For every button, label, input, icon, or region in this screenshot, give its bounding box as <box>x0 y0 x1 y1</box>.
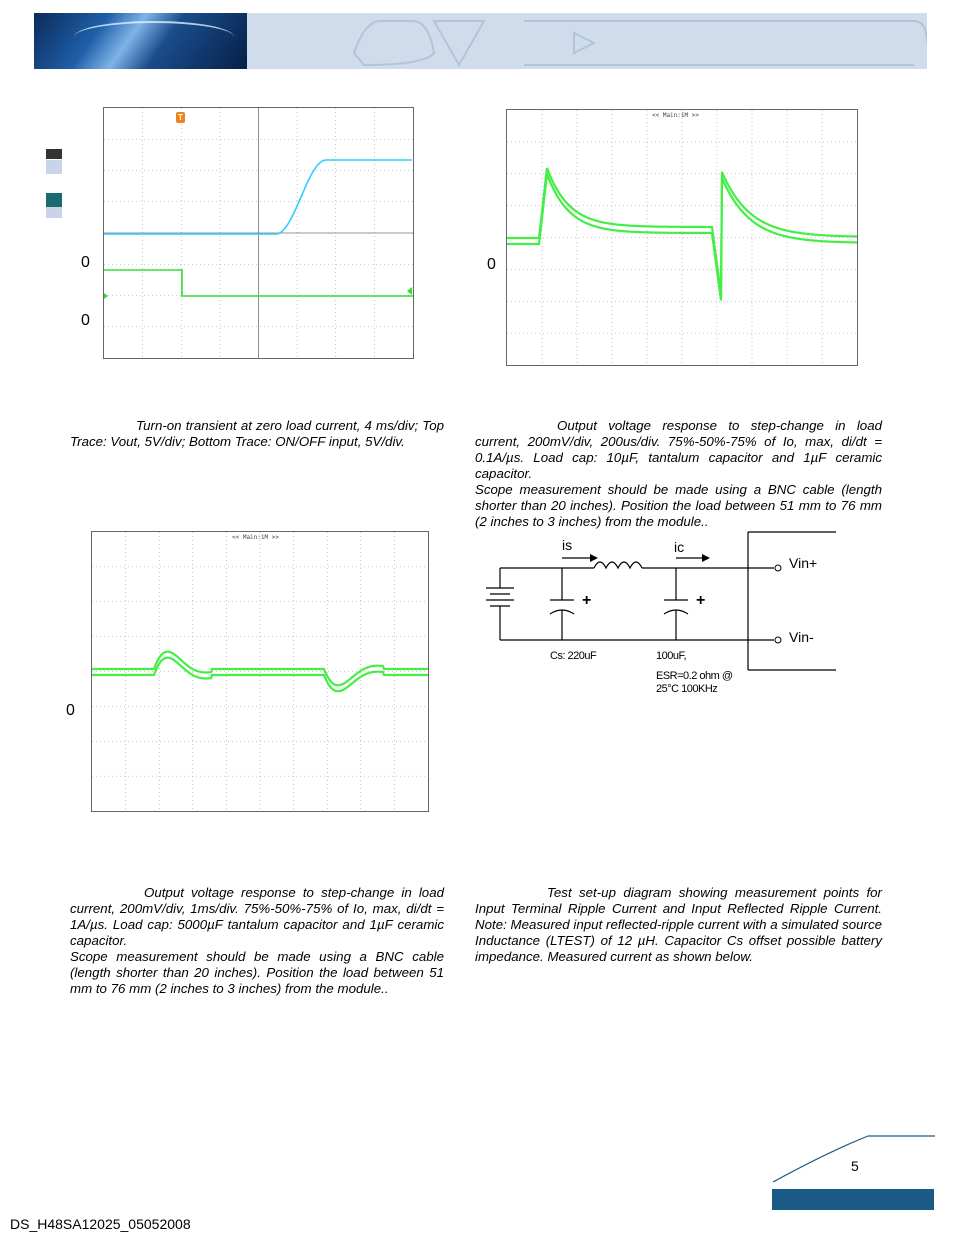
legend-swatch-ch1 <box>46 149 62 159</box>
label-temp: 25°C 100KHz <box>656 683 718 695</box>
caption-step-200us <box>475 418 882 530</box>
caption-turn-on-text: Turn-on transient at zero load current, 4 ms/div; Top Trace: Vout, 5V/div; Bottom Trace: ON/OFF input, 5V/div. <box>70 418 444 449</box>
label-plus-c2: + <box>696 592 706 609</box>
scope-plot-bl <box>92 532 428 811</box>
trigger-marker-label: T <box>178 113 183 122</box>
scope-turn-on <box>103 107 414 359</box>
zero-label-top: 0 <box>81 254 90 271</box>
legend-swatch-ch2 <box>46 193 62 207</box>
scope-grid <box>507 110 857 365</box>
header-banner <box>34 13 927 69</box>
trace-vout-lower <box>92 658 428 692</box>
label-esr: ESR=0.2 ohm @ <box>656 670 733 682</box>
caption-step-1ms-text: Output voltage response to step-change in load current, 200mV/div, 1ms/div. 75%-50%-75% of Io, max, di/dt = 1A/µs. Load cap: 5000µF tantalum capacitor and 1µF ceramic capacitor. <box>70 885 444 948</box>
zero-label-bottom: 0 <box>81 312 90 329</box>
caption-test-setup <box>475 885 882 965</box>
caption-step-200us-note: Scope measurement should be made using a BNC cable (length shorter than 20 inches). Position the load between 51 mm to 76 mm (2 inches to 3 inches) from the module.. <box>475 482 882 529</box>
ch2-level-marker <box>407 287 412 295</box>
label-plus-cs: + <box>582 592 592 609</box>
document-id: DS_H48SA12025_05052008 <box>10 1216 191 1232</box>
label-cap2: 100uF, <box>656 650 687 662</box>
caption-test-setup-text: Test set-up diagram showing measurement points for Input Terminal Ripple Current and Input Reflected Ripple Current. Note: Measured input reflected-ripple current with a simulated source Inductance (LTEST) of 12 µH. Capacitor Cs offset possible battery impedance. Measured current as shown below. <box>475 885 882 964</box>
legend-swatch-ch1-light <box>46 160 62 174</box>
scope-plot-tl <box>104 108 413 358</box>
label-ic: ic <box>674 539 685 555</box>
trigger-marker <box>176 112 185 123</box>
scope-header: << Main:1M >> <box>652 112 699 119</box>
ch2-ground-marker <box>104 293 108 299</box>
scope-plot-tr <box>507 110 857 365</box>
caption-step-200us-text: Output voltage response to step-change in load current, 200mV/div, 200us/div. 75%-50%-75% of Io, max, di/dt = 0.1A/µs. Load cap: 10µF, tantalum capacitor and 1µF ceramic capacitor. <box>475 418 882 481</box>
trace-vout <box>104 160 412 234</box>
label-is: is <box>562 537 573 553</box>
scope-step-1ms <box>91 531 429 812</box>
label-vin-plus: Vin+ <box>789 555 818 571</box>
scope-header: << Main:1M >> <box>232 534 279 541</box>
caption-step-1ms <box>70 885 444 997</box>
caption-step-1ms-note: Scope measurement should be made using a BNC cable (length shorter than 20 inches). Position the load between 51 mm to 76 mm (2 inches to 3 inches) from the module.. <box>70 949 444 996</box>
page-number: 5 <box>851 1158 859 1174</box>
caption-turn-on <box>70 418 444 450</box>
zero-label-bl: 0 <box>66 702 75 719</box>
legend-swatch-ch2-light <box>46 207 62 218</box>
scope-step-200us <box>506 109 858 366</box>
header-logo-watermark <box>34 13 927 69</box>
test-setup-diagram <box>476 530 846 710</box>
label-vin-minus: Vin- <box>789 629 814 645</box>
zero-label-tr: 0 <box>487 256 496 273</box>
footer-bar <box>772 1189 934 1210</box>
label-cs: Cs: 220uF <box>550 650 597 662</box>
